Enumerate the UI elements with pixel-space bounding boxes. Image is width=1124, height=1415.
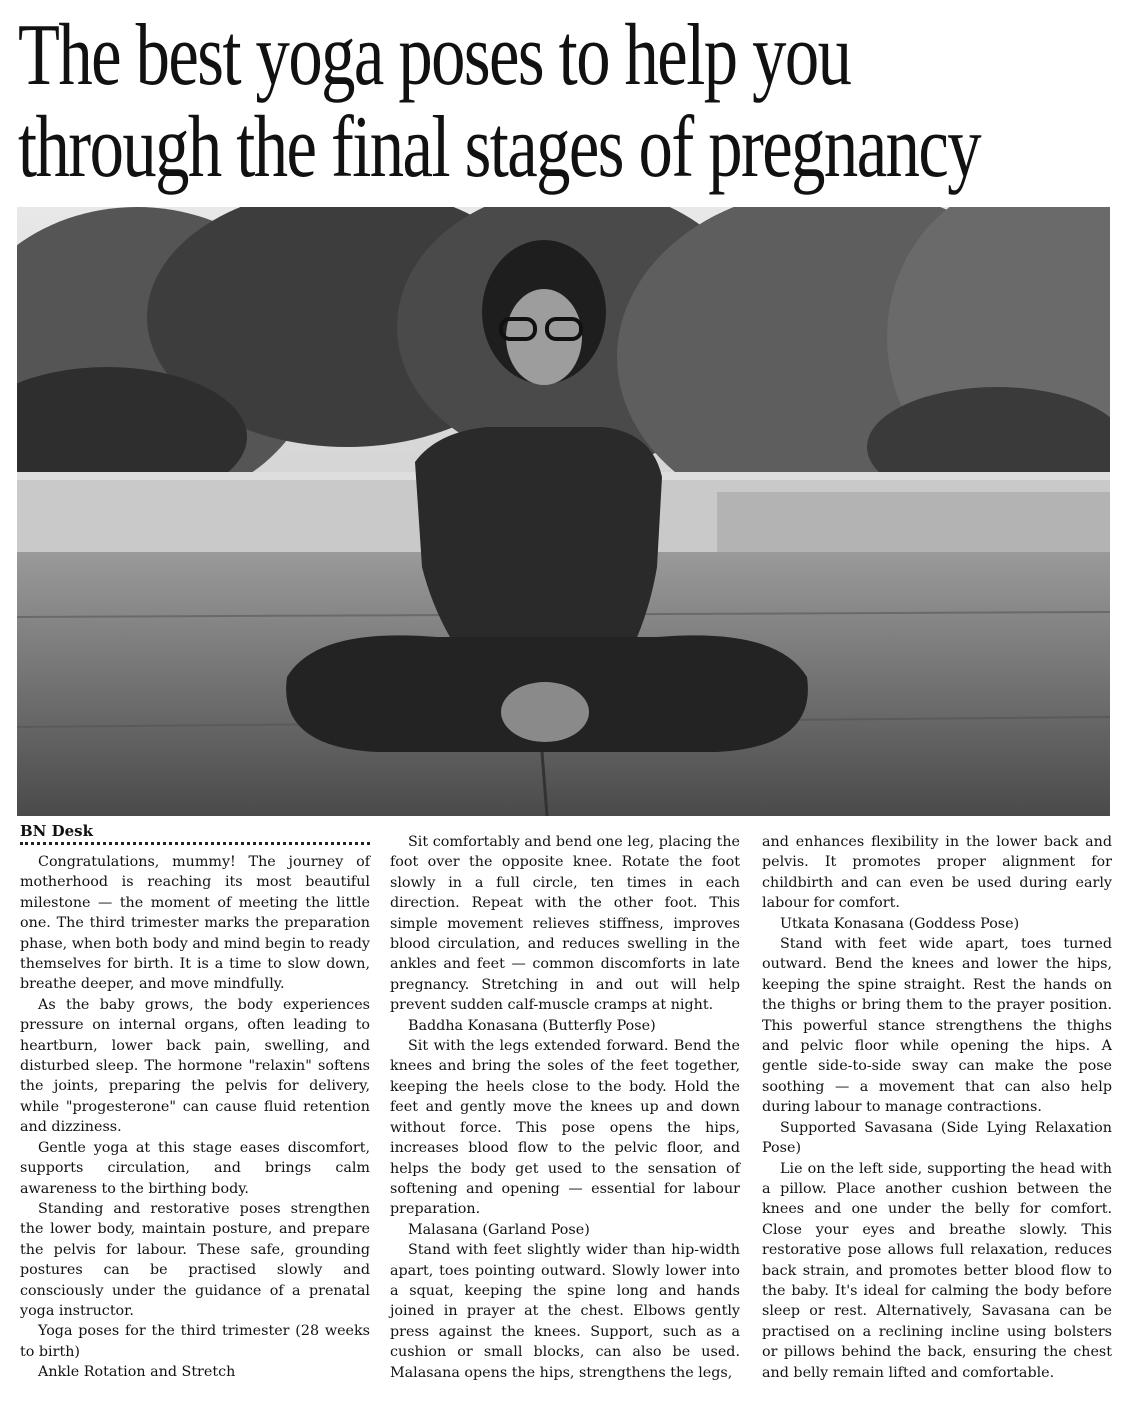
subheading: Yoga poses for the third trimester (28 weeks to birth) [20, 1323, 370, 1360]
paragraph: Stand with feet wide apart, toes turned outward. Bend the knees and lower the hips, keeping the spine straight. Rest the hands on the thighs or bring them to the prayer position. This powerful stance strengthens the thighs and pelvic floor while opening the hips. A gentle side-to-side sway can make the pose soothing — a movement that can also help during labour to manage contractions. [762, 936, 1112, 1116]
subheading: Utkata Konasana (Goddess Pose) [780, 915, 1020, 932]
subheading: Malasana (Garland Pose) [408, 1221, 590, 1238]
woman-meditating-photo [17, 207, 1110, 816]
subheading: Supported Savasana (Side Lying Relaxation Pose) [762, 1119, 1112, 1157]
paragraph: Congratulations, mummy! The journey of motherhood is reaching its most beautiful milestone — the moment of meeting the little one. The third trimester marks the preparation phase, when both body and mind begin to ready themselves for birth. It is a time to slow down, breathe deeper, and move mindfully. [20, 854, 370, 993]
paragraph: Sit with the legs extended forward. Bend the knees and bring the soles of the feet together, keeping the heels close to the body. Hold the feet and gently move the knees up and down without force. This pose opens the hips, increases blood flow to the pelvic floor, and helps the body get used to the sensation of softening and opening — essential for labour preparation. [390, 1038, 740, 1218]
subheading: Baddha Konasana (Butterfly Pose) [408, 1017, 656, 1034]
article-column-2 [390, 832, 740, 1383]
photo-illustration [17, 207, 1110, 816]
paragraph: Sit comfortably and bend one leg, placing the foot over the opposite knee. Rotate the foot slowly in a full circle, ten times in each direction. Repeat with the other foot. This simple movement relieves stiffness, improves blood circulation, and reduces swelling in the ankles and feet — common discomforts in late pregnancy. Stretching in and out will help prevent sudden calf-muscle cramps at night. [390, 834, 740, 1014]
headline [18, 7, 981, 196]
paragraph: Stand with feet slightly wider than hip-width apart, toes pointing outward. Slowly lower into a squat, keeping the spine long and hands joined in prayer at the chest. Elbows gently press against the knees. Support, such as a cushion or small blocks, can also be used. Malasana opens the hips, strengthens the legs, [390, 1242, 740, 1381]
byline: BN Desk [20, 822, 94, 840]
subheading: Ankle Rotation and Stretch [38, 1364, 236, 1381]
paragraph: Gentle yoga at this stage eases discomfort, supports circulation, and brings calm awareness to the birthing body. [20, 1139, 370, 1197]
article-column-3 [762, 832, 1112, 1383]
byline-divider [20, 842, 370, 845]
paragraph: As the baby grows, the body experiences pressure on internal organs, often leading to heartburn, lower back pain, swelling, and disturbed sleep. The hormone "relaxin" softens the joints, preparing the pelvis for delivery, while "progesterone" can cause fluid retention and dizziness. [20, 996, 370, 1136]
headline-line-2: through the final stages of pregnancy [18, 99, 981, 196]
article-column-1 [20, 852, 370, 1383]
paragraph: and enhances flexibility in the lower back and pelvis. It promotes proper alignment for childbirth and can even be used during early labour for comfort. [762, 834, 1112, 912]
paragraph: Lie on the left side, supporting the head with a pillow. Place another cushion between the knees and one under the belly for comfort. Close your eyes and breathe slowly. This restorative pose allows full relaxation, reduces back strain, and promotes better blood flow to the baby. It's ideal for calming the body before sleep or rest. Alternatively, Savasana can be practised on a reclining incline using bolsters or pillows behind the back, ensuring the chest and belly remain lifted and comfortable. [762, 1160, 1112, 1381]
paragraph: Standing and restorative poses strengthen the lower body, maintain posture, and prepare the pelvis for labour. These safe, grounding postures can be practised slowly and consciously under the guidance of a prenatal yoga instructor. [20, 1200, 370, 1319]
headline-line-1: The best yoga poses to help you [18, 7, 851, 104]
